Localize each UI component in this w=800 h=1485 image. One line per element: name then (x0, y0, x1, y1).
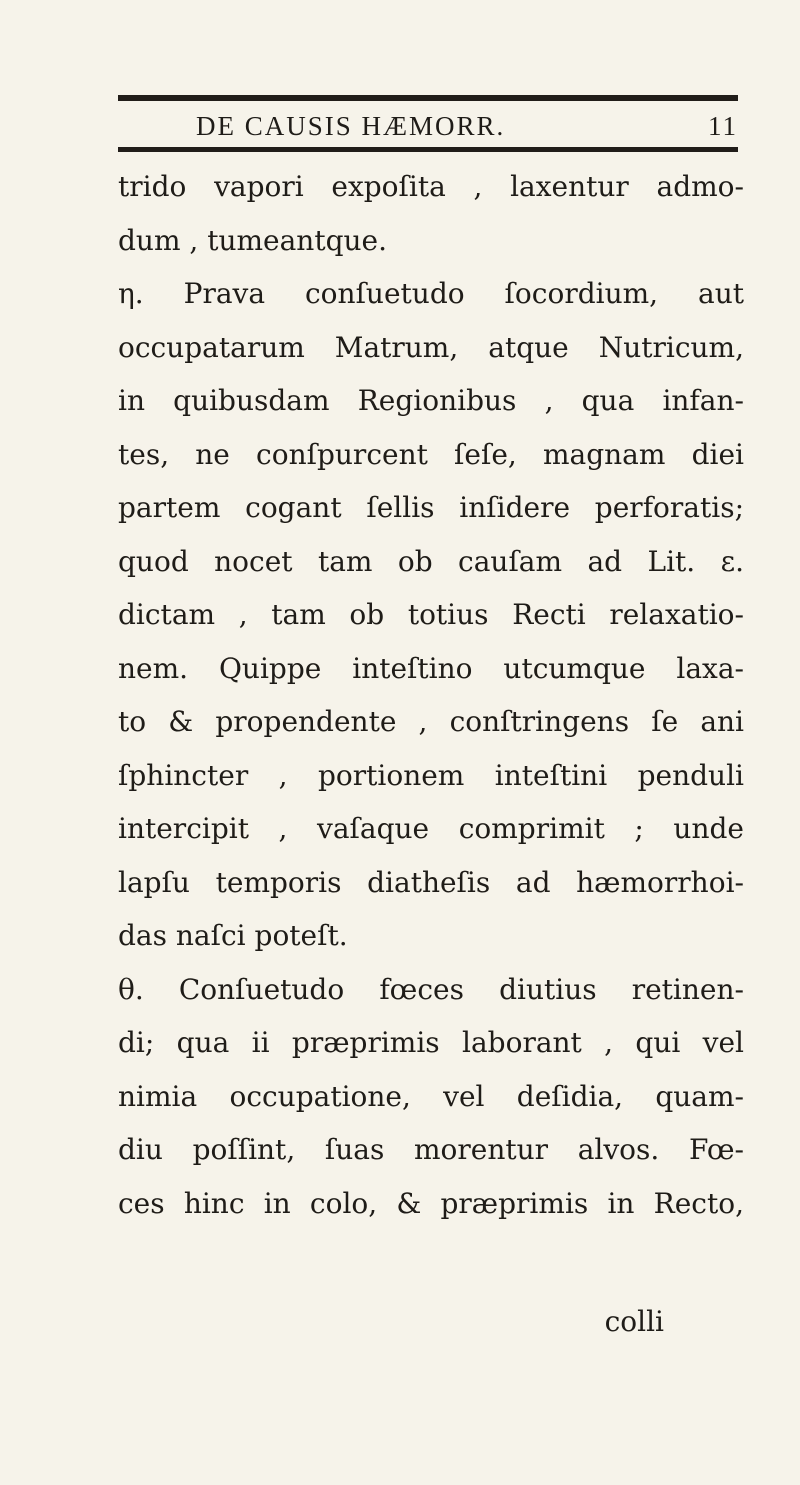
text-line: to & propendente , conſtringens ſe ani (118, 705, 744, 738)
text-line: lapſu temporis diatheſis ad hæmorrhoi- (118, 865, 744, 899)
text-line: trido vapori expoſita , laxentur admo- (118, 170, 744, 203)
catchword-area (118, 1295, 744, 1349)
header-rule-bottom (118, 147, 738, 152)
catchword: colli (604, 1305, 664, 1338)
header-rule-top (118, 95, 738, 101)
text-line: occupatarum Matrum, atque Nutricum, (118, 330, 744, 364)
running-head-title: DE CAUSIS HÆMORR. (196, 111, 506, 141)
running-head (118, 109, 738, 143)
text-line: η. Prava conſuetudo ſocordium, aut (118, 277, 744, 310)
text-line: di; qua ii præprimis laborant , qui vel (118, 1026, 744, 1059)
text-line: quod nocet tam ob cauſam ad Lit. ε. (118, 544, 744, 578)
text-line: in quibusdam Regionibus , qua infan- (118, 384, 744, 417)
text-line: dum , tumeantque. (118, 223, 388, 257)
text-line: diu poſſint, ſuas morentur alvos. Fœ- (118, 1133, 744, 1166)
text-line: ſphincter , portionem inteſtini penduli (118, 758, 744, 792)
body-text (118, 160, 744, 1230)
text-line: tes, ne conſpurcent ſeſe, magnam diei (118, 437, 744, 471)
text-line: intercipit , vaſaque comprimit ; unde (118, 812, 744, 845)
text-line: ces hinc in colo, & præprimis in Recto, (118, 1186, 744, 1220)
text-line: dictam , tam ob totius Recti relaxatio- (118, 598, 744, 631)
page-number: 11 (708, 111, 738, 141)
text-line: nem. Quippe inteſtino utcumque laxa- (118, 651, 744, 685)
text-line: θ. Conſuetudo fœces diutius retinen- (118, 972, 744, 1006)
text-line: nimia occupatione, vel deſidia, quam- (118, 1079, 744, 1113)
text-line: das naſci poteſt. (118, 919, 348, 952)
text-line: partem cogant ſellis inſidere perforatis; (118, 491, 744, 524)
